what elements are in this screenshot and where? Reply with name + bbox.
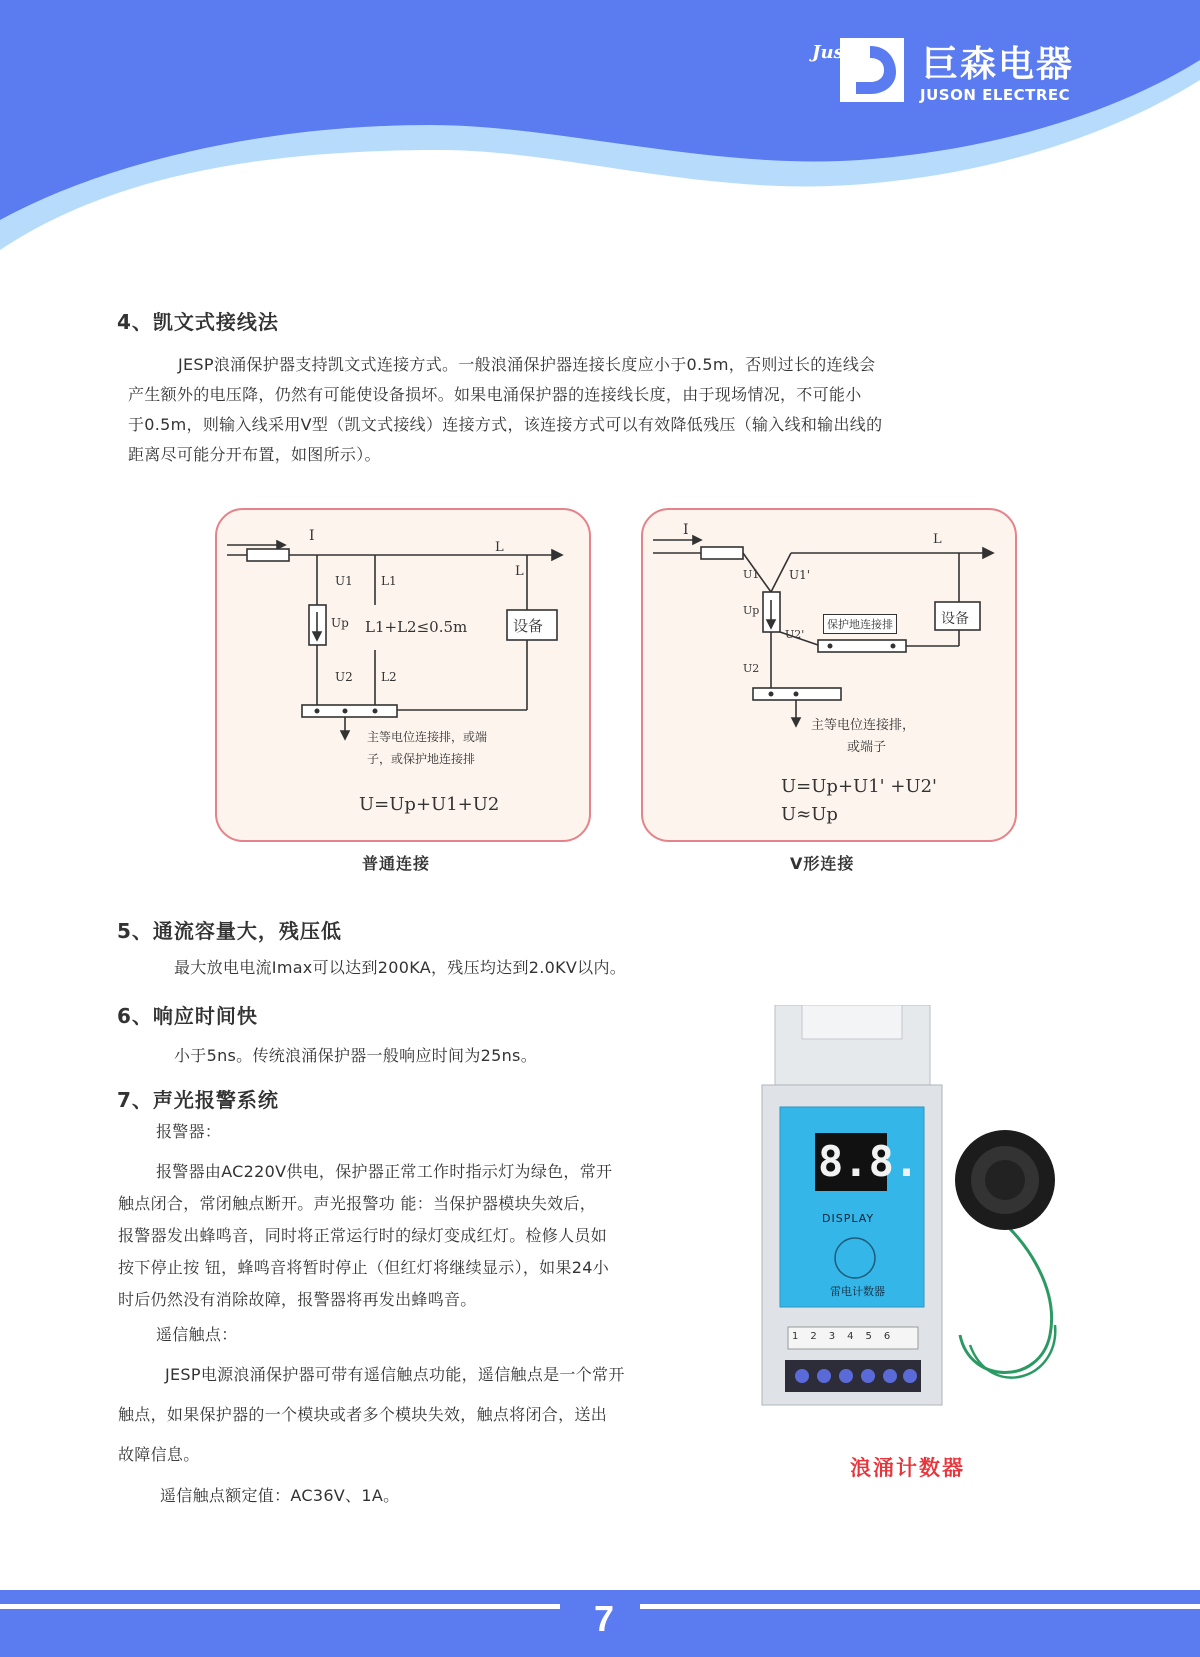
v-label-l: L (933, 532, 942, 547)
remote-line-2: 触点，如果保护器的一个模块或者多个模块失效，触点将闭合，送出 (118, 1405, 608, 1424)
normal-label-up: Up (331, 616, 349, 630)
normal-note-line-1: 主等电位连接排，或端 (367, 730, 488, 744)
page-number: 7 (593, 1598, 615, 1639)
alarm-line-4: 按下停止按 钮，蜂鸣音将暂时停止（但红灯将继续显示），如果24小 (118, 1258, 610, 1277)
v-device-label: 设备 (941, 611, 969, 627)
normal-formula: U=Up+U1+U2 (359, 794, 500, 815)
v-label-u1-prime: U1' (789, 568, 811, 582)
section-5-title: 5、通流容量大，残压低 (117, 919, 342, 943)
section-6-text: 小于5ns。传统浪涌保护器一般响应时间为25ns。 (174, 1046, 537, 1065)
alarm-label: 报警器： (156, 1122, 222, 1141)
counter-display: 8.8. (818, 1137, 920, 1186)
terminal-6: 6 (883, 1331, 903, 1342)
terminal-2: 2 (810, 1331, 829, 1342)
normal-label-l2: L2 (381, 670, 397, 684)
section-4-title: 4、凯文式接线法 (117, 310, 279, 334)
v-pe-bar-label: 保护地连接排 (823, 614, 897, 634)
section-6-title: 6、响应时间快 (117, 1004, 258, 1028)
alarm-line-5: 时后仍然没有消除故障，报警器将再发出蜂鸣音。 (118, 1290, 477, 1309)
section-5-text: 最大放电电流Imax可以达到200KA，残压均达到2.0KV以内。 (174, 958, 627, 977)
terminal-5: 5 (865, 1331, 884, 1342)
section-4-line-4: 距离尽可能分开布置，如图所示）。 (128, 445, 381, 464)
v-caption: V形连接 (790, 854, 855, 873)
v-note-line-1: 主等电位连接排， (811, 718, 916, 733)
v-label-u1: U1 (743, 568, 760, 581)
remote-rating: 遥信触点额定值：AC36V、1A。 (160, 1486, 400, 1505)
display-label: DISPLAY (822, 1212, 875, 1225)
remote-label: 遥信触点： (156, 1325, 238, 1344)
section-4-line-1: JESP浪涌保护器支持凯文式连接方式。一般浪涌保护器连接长度应小于0.5m，否则过长的连线会 (178, 355, 876, 374)
diagram-normal-panel (215, 508, 591, 842)
v-label-i: I (683, 522, 689, 538)
normal-note-line-2: 子，或保护地连接排 (367, 752, 476, 766)
terminal-4: 4 (847, 1331, 866, 1342)
v-formula-2: U≈Up (781, 804, 838, 825)
normal-label-l1: L1 (381, 574, 397, 588)
device-caption: 浪涌计数器 (850, 1456, 965, 1480)
normal-label-u2: U2 (335, 670, 353, 684)
brand-name-en: JUSON ELECTREC (920, 86, 1071, 104)
diagram-v-panel (641, 508, 1017, 842)
diagram-normal-wiring (217, 510, 589, 840)
device-panel-label: 雷电计数器 (830, 1285, 885, 1298)
alarm-line-2: 触点闭合，常闭触点断开。声光报警功 能：当保护器模块失效后， (118, 1194, 597, 1213)
remote-line-1: JESP电源浪涌保护器可带有遥信触点功能，遥信触点是一个常开 (165, 1365, 625, 1384)
v-label-u2-prime: U2' (785, 628, 805, 641)
section-4-line-2: 产生额外的电压降，仍然有可能使设备损坏。如果电涌保护器的连接线长度，由于现场情况，不可能小 (128, 385, 862, 404)
normal-device-label: 设备 (513, 617, 544, 635)
normal-label-l-right: L (515, 564, 524, 579)
brand-name-cn: 巨森电器 (922, 44, 1075, 85)
remote-line-3: 故障信息。 (118, 1445, 200, 1464)
normal-label-rule: L1+L2≤0.5m (365, 618, 468, 636)
normal-caption: 普通连接 (362, 854, 431, 873)
section-7-title: 7、声光报警系统 (117, 1088, 279, 1112)
alarm-line-3: 报警器发出蜂鸣音，同时将正常运行时的绿灯变成红灯。检修人员如 (118, 1226, 608, 1245)
v-formula-1: U=Up+U1' +U2' (781, 776, 937, 797)
v-label-up: Up (743, 604, 760, 617)
section-4-line-3: 于0.5m，则输入线采用V型（凯文式接线）连接方式，该连接方式可以有效降低残压（输入线和输出线的 (128, 415, 883, 434)
surge-counter-photo (760, 1005, 1060, 1425)
terminal-1: 1 (792, 1331, 811, 1342)
terminal-numbers (792, 1331, 902, 1342)
normal-label-l-top: L (495, 540, 504, 555)
terminal-3: 3 (828, 1331, 848, 1342)
normal-label-u1: U1 (335, 574, 353, 588)
v-label-u2: U2 (743, 662, 760, 675)
alarm-line-1: 报警器由AC220V供电，保护器正常工作时指示灯为绿色，常开 (156, 1162, 613, 1181)
normal-label-i: I (309, 528, 315, 544)
v-note-line-2: 或端子 (847, 740, 887, 755)
logo-word: Juson (812, 42, 869, 63)
